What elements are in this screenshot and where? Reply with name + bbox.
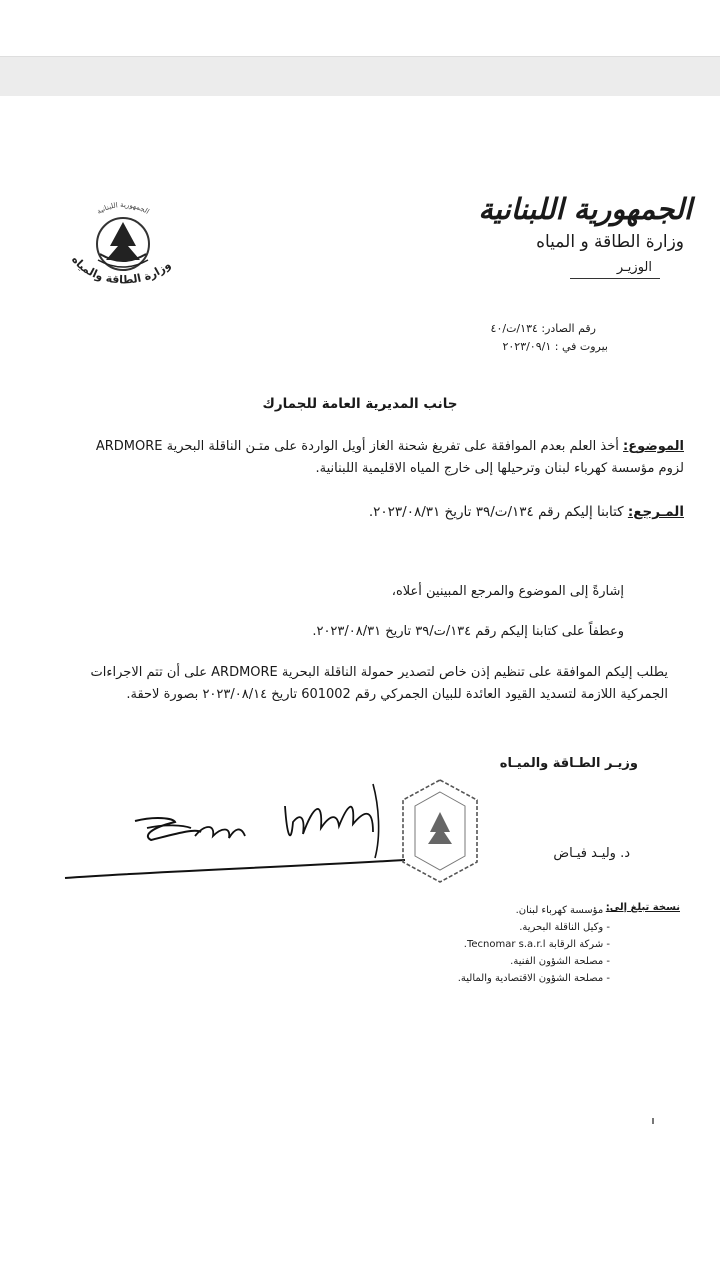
logo-text-bottom: وزارة الطاقة والمياه [68, 253, 174, 287]
cc-label: نسخة تبلغ إلى: [605, 902, 680, 913]
cc-item: - مصلحة الشؤون الفنية. [510, 956, 610, 967]
signature-title: وزيـر الطـاقة والميـاه [499, 756, 638, 771]
letter-page [0, 96, 720, 1280]
body-paragraph: يطلب إليكم الموافقة على تنظيم إذن خاص لتصدير حمولة الناقلة البحرية ARDMORE على أن تتم الاجراءات الجمركية اللازمة لتسديد القيود العائدة للبيان الجمركي رقم 601002 تاريخ ٢٠٢٣/٠٨/١٤ بصورة لاحقة. [90, 665, 668, 702]
body-line-2: وعطفاً على كتابنا إليكم رقم ١٣٤/ت/٣٩ تاريخ ٢٠٢٣/٠٨/٣١. [312, 624, 624, 639]
cc-item: - وكيل الناقلة البحرية. [519, 922, 610, 933]
separator-band [0, 56, 720, 97]
subject-text: أخذ العلم بعدم الموافقة على تفريغ شحنة الغاز أويل الواردة على متـن الناقلة البحرية ARDMORE لزوم مؤسسة كهرباء لبنان وترحيلها إلى خارج المياه الاقليمية اللبنانية. [95, 439, 684, 476]
cc-item: - شركة الرقابة Tecnomar s.a.r.l. [463, 939, 610, 950]
cc-item: - مؤسسة كهرباء لبنان. [515, 905, 610, 916]
svg-text:الجمهورية اللبنانية [96, 201, 151, 216]
reference-text: كتابنا إليكم رقم ١٣٤/ت/٣٩ تاريخ ٢٠٢٣/٠٨/٣١. [368, 504, 624, 520]
body-line-1: إشارةً إلى الموضوع والمرجع المبينين أعلاه، [391, 584, 624, 599]
cc-item: - مصلحة الشؤون الاقتصادية والمالية. [457, 973, 610, 984]
republic-heading: الجمهورية اللبنانية [478, 192, 692, 226]
reference-label: المـرجع: [627, 504, 684, 520]
handwritten-signature [55, 776, 415, 901]
logo-text-top: الجمهورية اللبنانية [95, 200, 151, 216]
beirut-date: بيروت في : ٢٠٢٣/٠٩/١ [502, 340, 608, 353]
addressee: جانب المديرية العامة للجمارك [262, 396, 458, 412]
top-band [0, 0, 720, 56]
cc-list [458, 902, 610, 987]
ministry-name: وزارة الطاقة و المياه [536, 232, 684, 252]
reference-block [369, 504, 684, 520]
official-stamp-icon [395, 776, 485, 886]
minister-label: الوزيـر [616, 260, 652, 275]
minister-underline [570, 278, 660, 279]
ministry-logo-icon [58, 194, 188, 290]
issued-number: رقم الصادر: ١٣٤/ت/٤٠ [490, 322, 596, 335]
scan-mark [652, 1118, 654, 1124]
minister-name: د. وليـد فيـاض [553, 846, 630, 861]
subject-block [80, 436, 684, 480]
subject-label: الموضوع: [623, 439, 684, 454]
